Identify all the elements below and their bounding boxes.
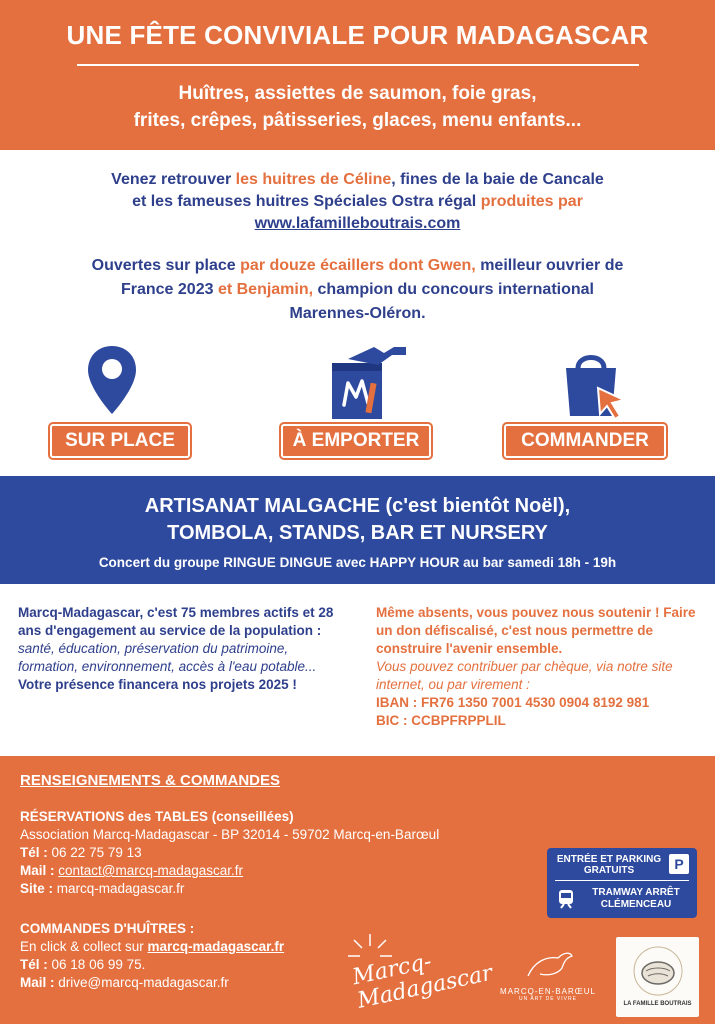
mail-link[interactable]: contact@marcq-madagascar.fr xyxy=(58,863,244,878)
tram-text: TRAMWAY ARRÊT CLÉMENCEAU xyxy=(592,887,680,910)
access-info-box xyxy=(547,848,697,918)
famille-boutrais-logo xyxy=(616,937,699,1017)
info-columns xyxy=(0,584,715,756)
horse-icon xyxy=(518,946,578,982)
parking-text: ENTRÉE ET PARKING GRATUITS xyxy=(556,854,662,876)
bic: BIC : CCBPFRPPLIL xyxy=(376,713,506,728)
menu-line-1: Huîtres, assiettes de saumon, foie gras, xyxy=(178,83,537,104)
site-link[interactable]: marcq-madagascar.fr xyxy=(56,881,185,896)
divider xyxy=(77,64,639,66)
iban: IBAN : FR76 1350 7001 4530 0904 8192 981 xyxy=(376,695,650,710)
highlight: produites par xyxy=(480,193,583,210)
highlight: et Benjamin, xyxy=(217,281,314,298)
concert-info: Concert du groupe RINGUE DINGUE avec HAPPY HOUR au bar samedi 18h - 19h xyxy=(98,555,617,570)
association-closing: Votre présence financera nos projets 2025 ! xyxy=(18,677,297,692)
contact-title: RENSEIGNEMENTS & COMMANDES xyxy=(20,772,281,789)
text: France 2023 xyxy=(120,281,218,298)
reservations-note: (conseillées) xyxy=(211,809,294,824)
option-sur-place: SUR PLACE xyxy=(50,424,190,458)
tel-label: Tél : xyxy=(20,957,48,972)
text: , fines de la baie de Cancale xyxy=(391,171,604,188)
text: Ouvertes sur place xyxy=(91,257,241,274)
association-fields: santé, éducation, préservation du patrimoine, formation, environnement, accès à l'eau potable... xyxy=(18,641,317,674)
tel[interactable]: 06 22 75 79 13 xyxy=(51,845,142,860)
oysters-paragraph xyxy=(0,169,715,235)
boutrais-text: LA FAMILLE BOUTRAIS xyxy=(623,1001,692,1007)
activities-line-1: ARTISANAT MALGACHE (c'est bientôt Noël), xyxy=(144,495,571,517)
oysters-mail[interactable]: drive@marcq-madagascar.fr xyxy=(58,975,229,990)
association-info xyxy=(18,604,348,694)
text: champion du concours international xyxy=(313,281,594,298)
logo-text: Marcq-Madagascar xyxy=(350,949,495,1014)
shuckers-paragraph xyxy=(0,254,715,326)
text: Marennes-Oléron. xyxy=(289,305,426,322)
parking-icon: P xyxy=(669,854,689,874)
highlight: par douze écaillers dont Gwen, xyxy=(240,257,476,274)
text: meilleur ouvrier de xyxy=(475,257,624,274)
shopping-bag-cursor-icon xyxy=(560,348,630,422)
tram-icon xyxy=(557,888,575,910)
producer-link[interactable]: www.lafamilleboutrais.com xyxy=(254,215,461,232)
location-pin-icon xyxy=(86,344,138,416)
text: Venez retrouver xyxy=(111,171,236,188)
oysters-site-link[interactable]: marcq-madagascar.fr xyxy=(147,939,285,954)
divider xyxy=(555,880,689,881)
menu-line-2: frites, crêpes, pâtisseries, glaces, menu enfants... xyxy=(133,110,582,131)
option-commander: COMMANDER xyxy=(504,424,666,458)
highlight: les huitres de Céline xyxy=(235,171,392,188)
reservations-block xyxy=(20,808,540,898)
oyster-icon xyxy=(632,945,684,997)
option-a-emporter: À EMPORTER xyxy=(281,424,431,458)
oysters-tel[interactable]: 06 18 06 99 75. xyxy=(51,957,146,972)
mail-label: Mail : xyxy=(20,863,55,878)
marcq-madagascar-logo xyxy=(340,926,495,1016)
site-label: Site : xyxy=(20,881,54,896)
city-name: MARCQ-EN-BARŒUL xyxy=(500,987,596,996)
click-collect-text: En click & collect sur xyxy=(20,939,148,954)
text: et les fameuses huitres Spéciales Ostra régal xyxy=(132,193,481,210)
page-title: UNE FÊTE CONVIVIALE POUR MADAGASCAR xyxy=(66,20,649,50)
oysters-order-block xyxy=(20,920,340,992)
reservations-title: RÉSERVATIONS des TABLES xyxy=(20,809,212,824)
activities-line-2: TOMBOLA, STANDS, BAR ET NURSERY xyxy=(167,522,548,544)
donation-headline: Même absents, vous pouvez nous soutenir ! Faire un don défiscalisé, c'est nous permettre de construire l'avenir ensemble. xyxy=(376,605,696,656)
activities-band xyxy=(0,476,715,584)
association-intro: Marcq-Madagascar, c'est 75 membres actifs et 28 ans d'engagement au service de la population : xyxy=(18,605,334,638)
header-banner xyxy=(0,0,715,150)
city-tagline: UN ART DE VIVRE xyxy=(519,996,577,1002)
address: Association Marcq-Madagascar - BP 32014 - 59702 Marcq-en-Barœul xyxy=(20,827,440,842)
mail-label: Mail : xyxy=(20,975,55,990)
tel-label: Tél : xyxy=(20,845,48,860)
donation-info xyxy=(376,604,706,730)
marcq-en-baroeul-logo xyxy=(493,946,603,1016)
donation-note: Vous pouvez contribuer par chèque, via notre site internet, ou par virement : xyxy=(376,659,673,692)
oysters-title: COMMANDES D'HUÎTRES : xyxy=(20,921,195,936)
takeaway-bag-icon xyxy=(322,343,408,421)
